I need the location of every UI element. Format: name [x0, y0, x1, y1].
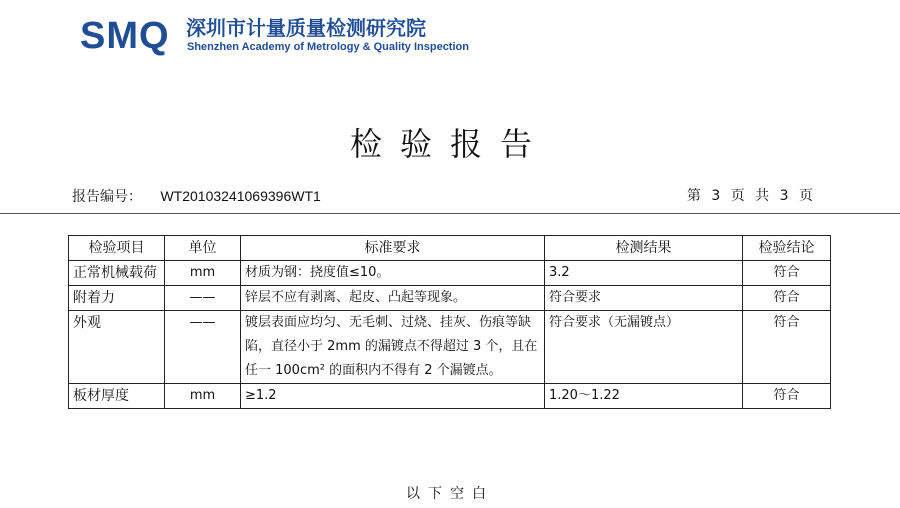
cell-item: 外观 — [69, 311, 165, 384]
report-number-value: WT20103241069396WT1 — [160, 188, 321, 204]
page-info: 第 3 页 共 3 页 — [686, 188, 816, 204]
table-header-row — [69, 236, 831, 261]
blank-below-note: 以下空白 — [406, 486, 494, 502]
cell-result: 符合要求（无漏镀点） — [545, 311, 743, 384]
cell-item: 板材厚度 — [69, 384, 165, 409]
cell-standard: ≥1.2 — [241, 384, 545, 409]
cell-standard: 锌层不应有剥离、起皮、凸起等现象。 — [241, 286, 545, 311]
cell-conclusion: 符合 — [743, 384, 831, 409]
logo-mark: SMQ — [80, 15, 170, 57]
report-number-label: 报告编号： — [72, 189, 142, 205]
cell-conclusion: 符合 — [743, 311, 831, 384]
org-name-en: Shenzhen Academy of Metrology & Quality Inspection — [187, 41, 469, 53]
column-header-result: 检测结果 — [545, 236, 743, 261]
column-header-standard: 标准要求 — [241, 236, 545, 261]
cell-item: 正常机械载荷 — [69, 261, 165, 286]
org-logo — [80, 14, 469, 58]
inspection-results-table — [68, 235, 831, 409]
cell-unit: —— — [165, 286, 241, 311]
table-row — [69, 261, 831, 286]
report-number — [72, 186, 321, 207]
cell-unit: —— — [165, 311, 241, 384]
table-row — [69, 384, 831, 409]
cell-standard: 镀层表面应均匀、无毛刺、过烧、挂灰、伤痕等缺陷，直径小于 2mm 的漏镀点不得超过 3 个，且在任一 100cm² 的面积内不得有 2 个漏镀点。 — [241, 311, 545, 384]
cell-unit: mm — [165, 384, 241, 409]
cell-result: 符合要求 — [545, 286, 743, 311]
column-header-conclusion: 检验结论 — [743, 236, 831, 261]
cell-result: 1.20～1.22 — [545, 384, 743, 409]
cell-item: 附着力 — [69, 286, 165, 311]
org-name-cn: 深圳市计量质量检测研究院 — [186, 16, 426, 40]
header-divider — [0, 213, 900, 214]
cell-result: 3.2 — [545, 261, 743, 286]
cell-conclusion: 符合 — [743, 261, 831, 286]
cell-standard: 材质为钢：挠度值≤10。 — [241, 261, 545, 286]
table-row — [69, 311, 831, 384]
column-header-unit: 单位 — [165, 236, 241, 261]
page-title: 检验报告 — [349, 125, 550, 163]
cell-unit: mm — [165, 261, 241, 286]
table-row — [69, 286, 831, 311]
column-header-item: 检验项目 — [69, 236, 165, 261]
cell-conclusion: 符合 — [743, 286, 831, 311]
